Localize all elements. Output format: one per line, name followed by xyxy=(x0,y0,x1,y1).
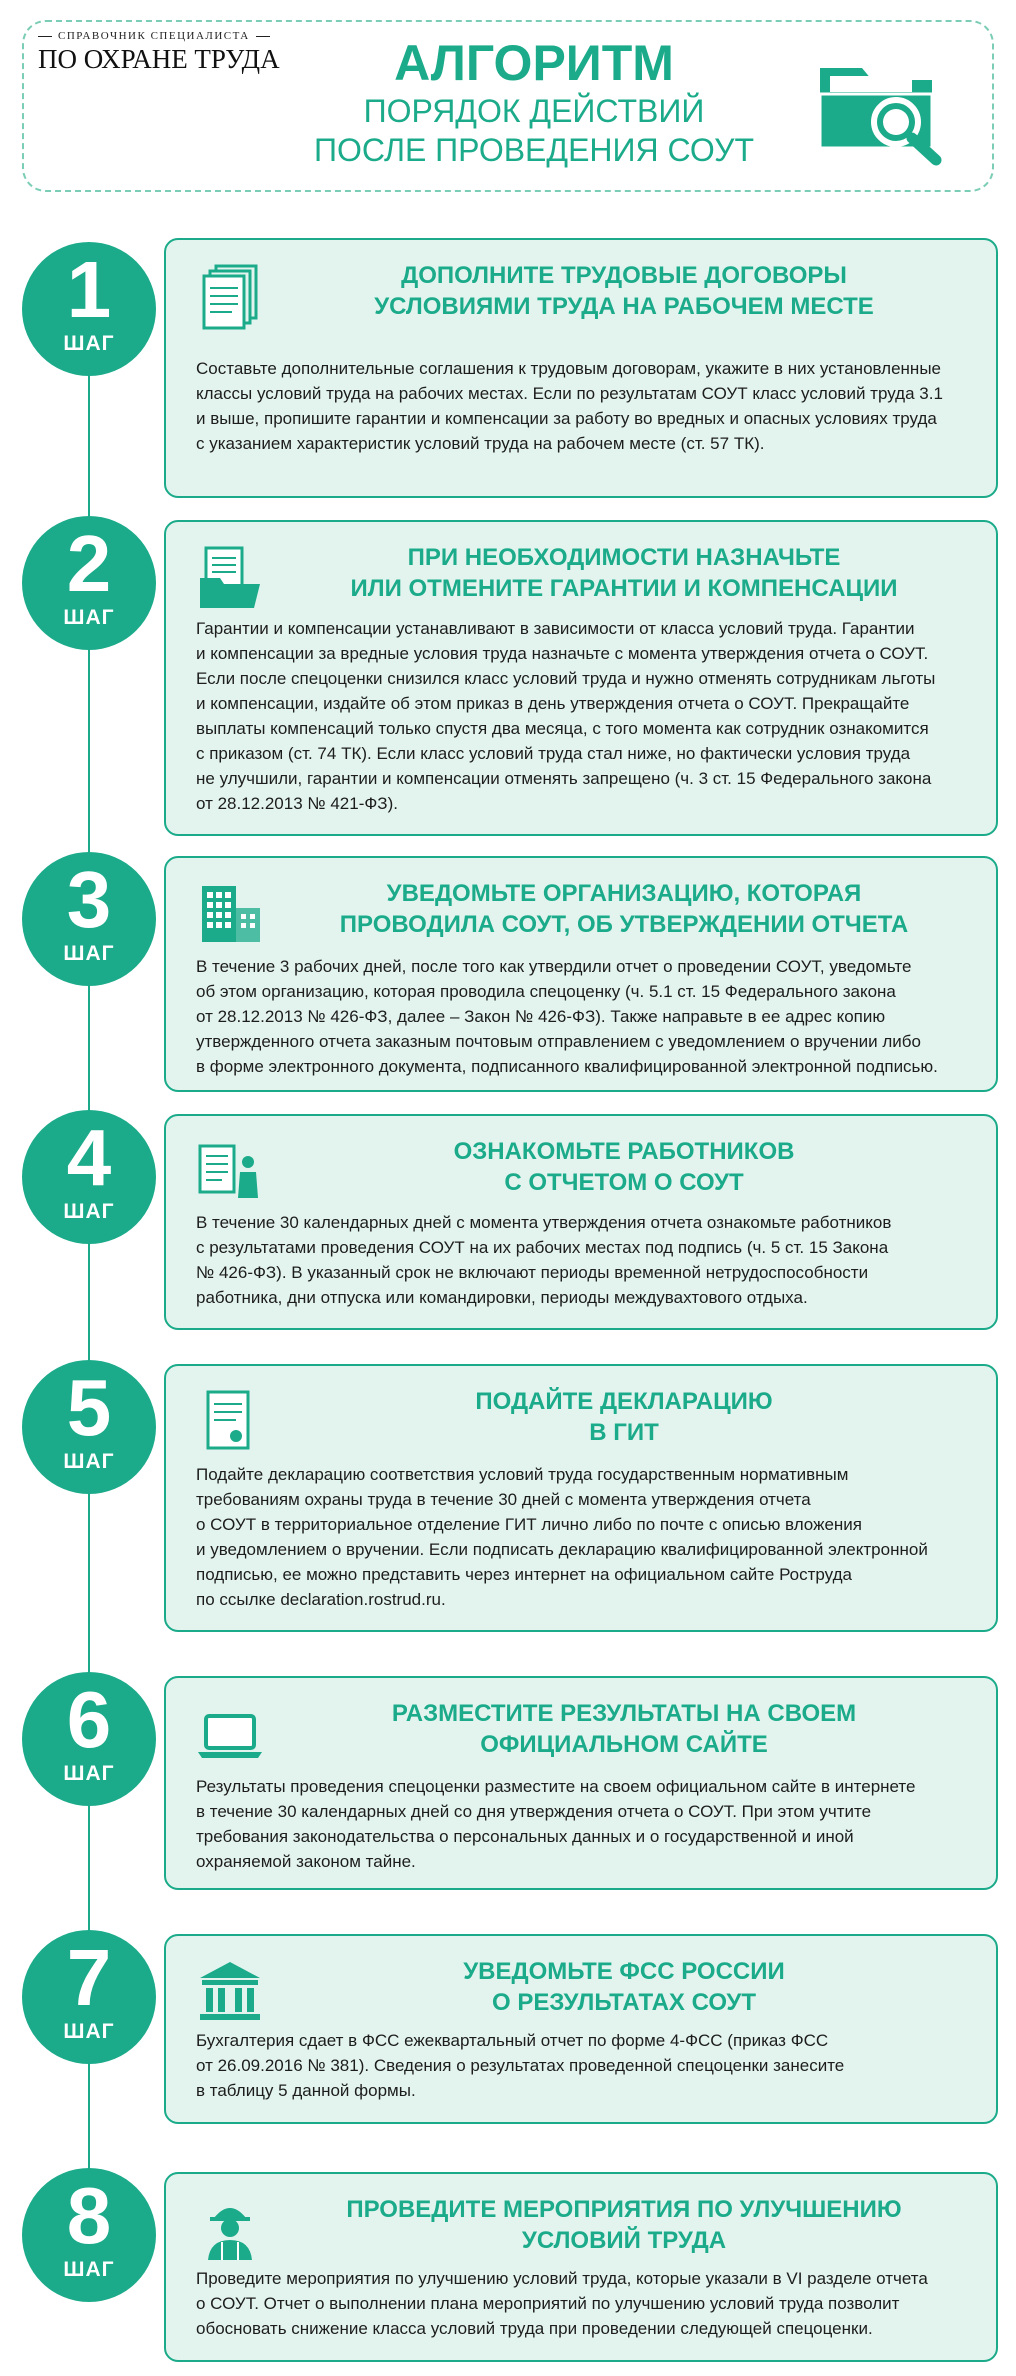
step-number: 2 xyxy=(66,519,112,608)
step-heading-line-2: УСЛОВИЙ ТРУДА xyxy=(521,2227,727,2254)
step-word: ШАГ xyxy=(63,1450,115,1473)
header-box xyxy=(22,20,994,192)
step-heading-line-2: В ГИТ xyxy=(589,1419,659,1446)
step-heading-line-2: ПРОВОДИЛА СОУТ, ОБ УТВЕРЖДЕНИИ ОТЧЕТА xyxy=(339,911,909,938)
step-word: ШАГ xyxy=(63,1200,115,1223)
step-card-5 xyxy=(164,1364,998,1632)
step-badge-7 xyxy=(22,1930,156,2064)
step-heading-line-1: ПОДАЙТЕ ДЕКЛАРАЦИЮ xyxy=(475,1388,773,1415)
office-building-icon xyxy=(196,880,264,948)
step-number: 5 xyxy=(66,1363,112,1452)
step-heading-line-1: РАЗМЕСТИТЕ РЕЗУЛЬТАТЫ НА СВОЕМ xyxy=(391,1700,857,1727)
step-number: 8 xyxy=(66,2171,112,2260)
page-subtitle-line-2: ПОСЛЕ ПРОВЕДЕНИЯ СОУТ xyxy=(314,132,754,168)
step-heading-line-1: УВЕДОМЬТЕ ОРГАНИЗАЦИЮ, КОТОРАЯ xyxy=(386,880,862,907)
step-heading-line-1: ПРОВЕДИТЕ МЕРОПРИЯТИЯ ПО УЛУЧШЕНИЮ xyxy=(346,2196,902,2223)
step-text: В течение 30 календарных дней с момента утверждения отчета ознакомьте работников с результатами проведения СОУТ на их рабочих местах под подпись (ч. 5 ст. 15 Закона № 426-ФЗ). В указанный срок не включают периоды временной нетрудоспособности работника, дни отпуска или командировки, периоды междувахтового отдыха. xyxy=(196,1213,892,1307)
folder-search-icon xyxy=(812,48,952,168)
step-heading-line-1: ПРИ НЕОБХОДИМОСТИ НАЗНАЧЬТЕ xyxy=(407,544,841,571)
step-word: ШАГ xyxy=(63,1762,115,1785)
step-heading xyxy=(266,260,982,322)
step-badge-3 xyxy=(22,852,156,986)
step-badge-2 xyxy=(22,516,156,650)
step-text: Подайте декларацию соответствия условий труда государственным нормативным требованиям охраны труда в течение 30 дней с момента утверждения отчета о СОУТ в территориальное отделение ГИТ лично либо по почте с описью вложения и уведомлением о вручении. Если подписать декларацию квалифицированной электронной подписью, ее можно представить через интернет на официальном сайте Роструда по ссылке declaration.rostrud.ru. xyxy=(196,1465,928,1609)
step-heading-line-1: ОЗНАКОМЬТЕ РАБОТНИКОВ xyxy=(453,1138,795,1165)
step-card-2 xyxy=(164,520,998,836)
step-number: 7 xyxy=(66,1933,112,2022)
brand-name: ПО ОХРАНЕ ТРУДА xyxy=(38,44,280,74)
step-heading-line-2: ИЛИ ОТМЕНИТЕ ГАРАНТИИ И КОМПЕНСАЦИИ xyxy=(350,575,898,602)
step-heading xyxy=(266,878,982,940)
step-number: 1 xyxy=(66,245,112,334)
step-word: ШАГ xyxy=(63,942,115,965)
step-number: 6 xyxy=(66,1675,112,1764)
step-badge-4 xyxy=(22,1110,156,1244)
government-building-icon xyxy=(196,1958,264,2026)
laptop-icon xyxy=(196,1700,264,1768)
step-badge-6 xyxy=(22,1672,156,1806)
step-heading-line-1: УВЕДОМЬТЕ ФСС РОССИИ xyxy=(463,1958,785,1985)
step-heading-line-2: УСЛОВИЯМИ ТРУДА НА РАБОЧЕМ МЕСТЕ xyxy=(374,293,874,320)
step-heading-line-2: О РЕЗУЛЬТАТАХ СОУТ xyxy=(492,1989,756,2016)
page-title: АЛГОРИТМ xyxy=(394,35,674,91)
step-heading-line-2: ОФИЦИАЛЬНОМ САЙТЕ xyxy=(480,1731,768,1758)
step-word: ШАГ xyxy=(63,606,115,629)
step-text: Составьте дополнительные соглашения к трудовым договорам, укажите в них установленные классы условий труда на рабочих местах. Если по результатам СОУТ класс условий труда 3.1 и выше, пропишите гарантии и компенсации за работу во вредных и опасных условиях труда с указанием характеристик условий труда на рабочем месте (ст. 57 ТК). xyxy=(196,359,943,453)
document-folder-icon xyxy=(196,544,264,612)
step-card-8 xyxy=(164,2172,998,2362)
step-card-3 xyxy=(164,856,998,1092)
step-text: Результаты проведения спецоценки разместите на своем официальном сайте в интернете в течение 30 календарных дней со дня утверждения отчета о СОУТ. При этом учтите требования законодательства о персональных данных и о государственной и иной охраняемой законом тайне. xyxy=(196,1777,916,1871)
step-heading xyxy=(266,1698,982,1760)
step-heading xyxy=(266,542,982,604)
hard-hat-worker-icon xyxy=(196,2196,264,2264)
step-heading xyxy=(266,1956,982,2018)
step-number: 3 xyxy=(66,855,112,944)
step-badge-8 xyxy=(22,2168,156,2302)
step-number: 4 xyxy=(66,1113,112,1202)
step-heading xyxy=(266,1386,982,1448)
worker-document-icon xyxy=(196,1138,264,1206)
step-word: ШАГ xyxy=(63,2020,115,2043)
step-card-1 xyxy=(164,238,998,498)
step-word: ШАГ xyxy=(63,332,115,355)
step-heading-line-1: ДОПОЛНИТЕ ТРУДОВЫЕ ДОГОВОРЫ xyxy=(401,262,847,289)
step-card-4 xyxy=(164,1114,998,1330)
step-text: В течение 3 рабочих дней, после того как утвердили отчет о проведении СОУТ, уведомьте об этом организацию, которая проводила спецоценку (ч. 5.1 ст. 15 Федерального закона от 28.12.2013 № 426-ФЗ, далее – Закон № 426-ФЗ). Также направьте в ее адрес копию утвержденного отчета заказным почтовым отправлением с уведомлением о вручении либо в форме электронного документа, подписанного квалифицированной электронной подписью. xyxy=(196,957,938,1076)
step-card-7 xyxy=(164,1934,998,2124)
page-subtitle-line-1: ПОРЯДОК ДЕЙСТВИЙ xyxy=(363,93,705,129)
step-text: Бухгалтерия сдает в ФСС ежеквартальный отчет по форме 4-ФСС (приказ ФСС от 26.09.2016 № 381). Сведения о результатах проведенной спецоценки занесите в таблицу 5 данной формы. xyxy=(196,2031,845,2100)
step-badge-1 xyxy=(22,242,156,376)
documents-stack-icon xyxy=(196,262,264,330)
step-heading-line-2: С ОТЧЕТОМ О СОУТ xyxy=(504,1169,744,1196)
step-badge-5 xyxy=(22,1360,156,1494)
step-text: Проведите мероприятия по улучшению условий труда, которые указали в VI разделе отчета о СОУТ. Отчет о выполнении плана мероприятий по улучшению условий труда позволит обосновать снижение класса условий труда при проведении следующей спецоценки. xyxy=(196,2269,928,2338)
step-card-6 xyxy=(164,1676,998,1890)
step-word: ШАГ xyxy=(63,2258,115,2281)
brand-tagline: СПРАВОЧНИК СПЕЦИАЛИСТА xyxy=(38,30,308,42)
step-heading xyxy=(266,1136,982,1198)
certificate-icon xyxy=(196,1388,264,1456)
step-text: Гарантии и компенсации устанавливают в зависимости от класса условий труда. Гарантии и компенсации за вредные условия труда назначьте с момента утверждения отчета о СОУТ. Если после спецоценки снизился класс условий труда и нужно отменять сотрудникам льготы и компенсации, издайте об этом приказ в день утверждения отчета о СОУТ. Прекращайте выплаты компенсаций только спустя два месяца, с того момента как сотрудник ознакомится с приказом (ст. 74 ТК). Если класс условий труда стал ниже, но фактически условия труда не улучшили, гарантии и компенсации отменять запрещено (ч. 3 ст. 15 Федерального закона от 28.12.2013 № 421-ФЗ). xyxy=(196,619,936,813)
step-heading xyxy=(266,2194,982,2256)
title-block xyxy=(274,34,794,170)
brand-logo xyxy=(38,30,308,75)
